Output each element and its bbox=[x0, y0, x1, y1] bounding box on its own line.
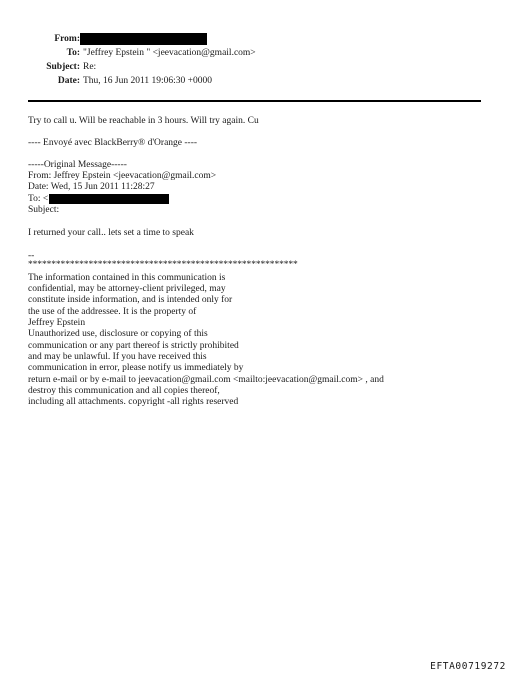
disclaimer-line: communication in error, please notify us immediately by bbox=[28, 363, 244, 373]
disclaimer-line: including all attachments. copyright -all rights reserved bbox=[28, 397, 239, 407]
disclaimer-line: Unauthorized use, disclosure or copying of this bbox=[28, 329, 208, 339]
from-label: From: bbox=[54, 34, 80, 44]
original-message-separator: -----Original Message----- bbox=[28, 160, 127, 170]
to-redaction-box bbox=[49, 194, 169, 204]
reply-line: Try to call u. Will be reachable in 3 hours. Will try again. Cu bbox=[28, 116, 259, 126]
document-id-stamp: EFTA00719272 bbox=[430, 661, 506, 672]
subject-label: Subject: bbox=[46, 62, 80, 72]
signature-dash: -- bbox=[28, 251, 35, 261]
original-date-line: Date: Wed, 15 Jun 2011 11:28:27 bbox=[28, 182, 155, 192]
disclaimer-line: Jeffrey Epstein bbox=[28, 318, 86, 328]
disclaimer-line: The information contained in this communication is bbox=[28, 273, 226, 283]
to-label-wrap bbox=[0, 47, 80, 59]
subject-label-wrap bbox=[0, 61, 80, 73]
disclaimer-line: communication or any part thereof is strictly prohibited bbox=[28, 341, 239, 351]
date-label-wrap bbox=[0, 75, 80, 87]
from-redaction-box bbox=[80, 33, 207, 45]
original-subject-line: Subject: bbox=[28, 205, 60, 215]
date-label: Date: bbox=[57, 76, 80, 86]
disclaimer-line: return e-mail or by e-mail to jeevacation@gmail.com <mailto:jeevacation@gmail.com> , and bbox=[28, 375, 384, 385]
from-label-wrap bbox=[0, 33, 80, 45]
original-to-prefix: To: < bbox=[28, 194, 49, 205]
to-value: "Jeffrey Epstein " <jeevacation@gmail.com> bbox=[83, 48, 256, 58]
original-from-line: From: Jeffrey Epstein <jeevacation@gmail.com> bbox=[28, 171, 217, 181]
blackberry-signature: ---- Envoyé avec BlackBerry® d'Orange ---- bbox=[28, 138, 198, 148]
disclaimer-line: constitute inside information, and is intended only for bbox=[28, 295, 233, 305]
disclaimer-line: confidential, may be attorney-client privileged, may bbox=[28, 284, 226, 294]
to-label: To: bbox=[66, 48, 80, 58]
star-separator: ********************************************************** bbox=[28, 260, 298, 270]
disclaimer-line: destroy this communication and all copies thereof, bbox=[28, 386, 220, 396]
original-to-line bbox=[28, 194, 169, 206]
disclaimer-line: the use of the addressee. It is the property of bbox=[28, 307, 197, 317]
header-divider bbox=[28, 100, 481, 102]
date-value: Thu, 16 Jun 2011 19:06:30 +0000 bbox=[83, 76, 213, 86]
subject-value: Re: bbox=[83, 62, 97, 72]
disclaimer-line: and may be unlawful. If you have received this bbox=[28, 352, 207, 362]
original-message-text: I returned your call.. lets set a time to speak bbox=[28, 228, 194, 238]
